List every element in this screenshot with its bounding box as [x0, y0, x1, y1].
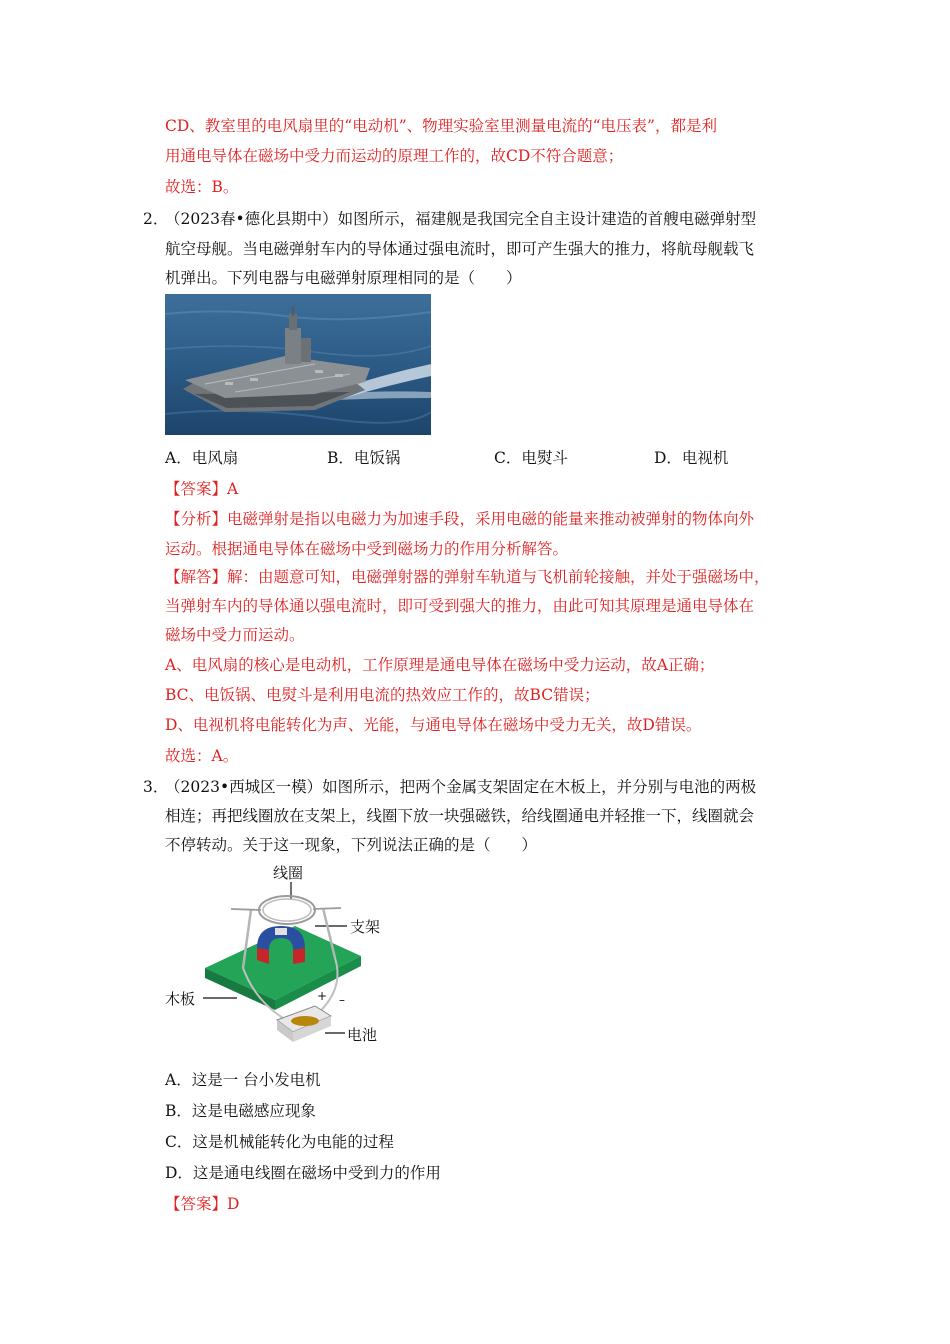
label-board: 木板 [165, 990, 196, 1008]
q3-option-a: A．这是一 台小发电机 [165, 1071, 321, 1089]
label-coil: 线圈 [273, 864, 304, 882]
q2-solution-line-6: D、电视机将电能转化为声、光能，与通电导体在磁场中受力无关，故D错误。 [165, 716, 702, 734]
q3-option-d: D．这是通电线圈在磁场中受到力的作用 [165, 1164, 441, 1182]
q2-solution-text-1: 解：由题意可知，电磁弹射器的弹射车轨道与飞机前轮接触，并处于强磁场中， [227, 568, 770, 586]
label-bracket: 支架 [350, 918, 381, 936]
q2-option-d: D．电视机 [654, 449, 729, 467]
q3-option-c: C．这是机械能转化为电能的过程 [165, 1133, 394, 1151]
q2-solution-line-1 [165, 567, 770, 587]
prev-solution-line-1: CD、教室里的电风扇里的“电动机”、物理实验室里测量电流的“电压表”，都是利 [165, 117, 717, 135]
prev-solution-line-3: 故选：B。 [165, 178, 239, 196]
q2-analysis-line-1 [165, 509, 754, 529]
q2-option-c: C．电熨斗 [494, 449, 568, 467]
q2-solution-label: 【解答】 [165, 568, 228, 586]
label-minus: – [339, 993, 345, 1007]
motor-apparatus-figure [165, 860, 405, 1060]
q2-answer-label: 【答案】 [165, 480, 228, 498]
q3-answer-value: D [227, 1195, 240, 1213]
q2-stem-line-2: 航空母舰。当电磁弹射车内的导体通过强电流时，即可产生强大的推力，将航母舰载飞 [165, 240, 755, 258]
q2-answer-value: A [227, 480, 239, 498]
q2-analysis-label: 【分析】 [165, 510, 228, 528]
q2-solution-line-2: 当弹射车内的导体通以强电流时，即可受到强大的推力，由此可知其原理是通电导体在 [165, 597, 755, 615]
q2-stem-line-1: （2023春•德化县期中）如图所示，福建舰是我国完全自主设计建造的首艘电磁弹射型 [165, 210, 757, 228]
q3-number: 3． [143, 778, 169, 796]
label-plus: + [317, 989, 328, 1003]
aircraft-carrier-photo [165, 294, 431, 435]
q3-stem-line-1: （2023•西城区一模）如图所示，把两个金属支架固定在木板上，并分别与电池的两极 [165, 778, 757, 796]
q2-answer [165, 479, 238, 499]
q2-solution-line-7: 故选：A。 [165, 747, 239, 765]
q2-solution-line-3: 磁场中受力而运动。 [165, 626, 305, 644]
q2-solution-line-4: A、电风扇的核心是电动机，工作原理是通电导体在磁场中受力运动，故A正确； [165, 656, 715, 674]
q2-analysis-line-2: 运动。根据通电导体在磁场中受到磁场力的作用分析解答。 [165, 540, 569, 558]
q2-solution-line-5: BC、电饭锅、电熨斗是利用电流的热效应工作的，故BC错误； [165, 686, 600, 704]
q3-answer-label: 【答案】 [165, 1195, 228, 1213]
q2-stem-line-3: 机弹出。下列电器与电磁弹射原理相同的是（ ） [165, 269, 522, 287]
q3-stem-line-3: 不停转动。关于这一现象，下列说法正确的是（ ） [165, 836, 538, 854]
q2-option-b: B．电饭锅 [327, 449, 401, 467]
q3-option-b: B．这是电磁感应现象 [165, 1102, 316, 1120]
label-battery: 电池 [347, 1026, 378, 1044]
q2-number: 2． [143, 210, 169, 228]
q2-analysis-text-1: 电磁弹射是指以电磁力为加速手段，采用电磁的能量来推动被弹射的物体向外 [227, 510, 755, 528]
q2-option-a: A．电风扇 [165, 449, 239, 467]
q3-answer [165, 1194, 239, 1214]
q3-stem-line-2: 相连；再把线圈放在支架上，线圈下放一块强磁铁，给线圈通电并轻推一下，线圈就会 [165, 807, 755, 825]
prev-solution-line-2: 用通电导体在磁场中受力而运动的原理工作的，故CD不符合题意； [165, 147, 624, 165]
